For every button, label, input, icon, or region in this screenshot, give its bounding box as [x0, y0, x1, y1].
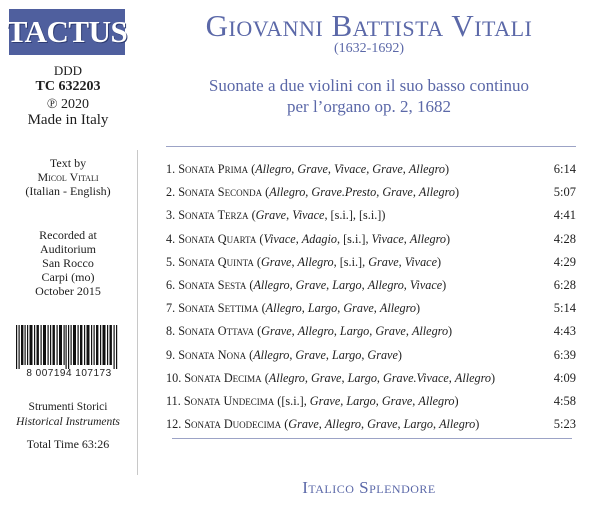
instruments-english: Historical Instruments [16, 416, 120, 428]
track-info [166, 413, 479, 436]
track-duration: 4:09 [553, 370, 576, 385]
track-title: Sonata Seconda [178, 185, 263, 200]
format-label: DDD [53, 63, 83, 78]
track-row [166, 320, 576, 343]
composer-name: Giovanni Battista Vitali [205, 8, 533, 43]
track-title: Sonata Duodecima [184, 417, 282, 432]
barcode-icon [12, 325, 122, 369]
track-movements: ([s.i.], Grave, Largo, Grave, Allegro) [277, 393, 459, 408]
track-row [166, 367, 576, 390]
work-title-line: per l’organo op. 2, 1682 [287, 97, 451, 116]
track-number: 3. [166, 208, 176, 223]
track-title: Sonata Terza [178, 208, 249, 223]
track-duration: 4:29 [553, 254, 576, 269]
track-movements: (Allegro, Grave, Largo, Allegro, Vivace) [249, 277, 447, 292]
recording-line: October 2015 [35, 284, 101, 298]
track-duration: 6:39 [553, 347, 576, 362]
made-in-label: Made in Italy [27, 112, 109, 128]
track-info [166, 344, 402, 367]
track-row [166, 297, 576, 320]
track-movements: (Allegro, Largo, Grave, Allegro) [261, 301, 421, 316]
track-duration: 4:41 [553, 208, 576, 223]
recording-line: Recorded at [39, 228, 97, 242]
track-info [166, 228, 450, 251]
track-number: 5. [166, 254, 176, 269]
barcode-number: 8 007194 107173 [26, 368, 112, 379]
recording-info [0, 228, 136, 298]
track-number: 4. [166, 231, 176, 246]
track-duration: 4:43 [553, 324, 576, 339]
track-title: Sonata Settima [178, 301, 259, 316]
track-title: Sonata Undecima [183, 393, 275, 408]
composer-dates: (1632-1692) [334, 41, 404, 56]
text-languages: (Italian - English) [25, 184, 111, 198]
total-time: Total Time 63:26 [26, 437, 110, 451]
track-info [166, 274, 446, 297]
tactus-logo: TACTUS [9, 9, 125, 55]
track-number: 12. [166, 417, 182, 432]
track-info [166, 181, 459, 204]
track-number: 7. [166, 301, 176, 316]
track-number: 11. [166, 393, 181, 408]
track-row [166, 413, 576, 436]
track-movements: (Allegro, Grave, Vivace, Grave, Allegro) [251, 162, 450, 176]
track-info [166, 297, 420, 320]
track-row [166, 181, 576, 204]
recording-line: Carpi (mo) [41, 270, 95, 284]
track-duration: 6:28 [553, 277, 576, 292]
track-number: 9. [166, 347, 176, 362]
track-title: Sonata Prima [178, 162, 249, 176]
track-title: Sonata Decima [184, 370, 262, 385]
track-row [166, 390, 576, 413]
track-info [166, 320, 452, 343]
recording-line: Auditorium [40, 242, 96, 256]
track-title: Sonata Nona [178, 347, 247, 362]
track-number: 8. [166, 324, 176, 339]
track-row [166, 204, 576, 227]
track-title: Sonata Quinta [178, 254, 254, 269]
track-row [166, 251, 576, 274]
top-divider [166, 146, 576, 147]
text-credits [0, 156, 136, 198]
track-movements: (Grave, Allegro, Grave, Largo, Allegro) [284, 417, 480, 432]
bottom-divider [172, 438, 572, 439]
track-row [166, 274, 576, 297]
recording-line: San Rocco [42, 256, 94, 270]
catalog-number: TC 632203 [35, 79, 101, 94]
track-info [166, 367, 495, 390]
track-duration: 4:28 [553, 231, 576, 246]
track-info [166, 390, 459, 413]
track-duration: 4:58 [553, 393, 576, 408]
track-row [166, 228, 576, 251]
track-movements: (Vivace, Adagio, [s.i.], Vivace, Allegro) [259, 231, 451, 246]
track-number: 10. [166, 370, 182, 385]
work-title [138, 75, 600, 117]
text-by-label: Text by [49, 156, 87, 170]
track-movements: (Grave, Allegro, [s.i.], Grave, Vivace) [256, 254, 442, 269]
track-title: Sonata Quarta [178, 231, 257, 246]
instruments-italian: Strumenti Storici [28, 401, 108, 413]
track-movements: (Grave, Allegro, Largo, Grave, Allegro) [257, 324, 453, 339]
track-number: 6. [166, 277, 176, 292]
column-divider [137, 150, 138, 475]
ensemble-name: Italico Splendore [302, 478, 436, 497]
track-title: Sonata Sesta [178, 277, 247, 292]
instruments-note [0, 400, 136, 430]
work-title-line: Suonate a due violini con il suo basso continuo [208, 76, 530, 95]
copyright-notice: ℗ 2020 [46, 97, 90, 112]
track-title: Sonata Ottava [178, 324, 255, 339]
track-duration: 5:14 [553, 301, 576, 316]
track-row [166, 158, 576, 181]
track-info [166, 204, 385, 227]
track-movements: (Grave, Vivace, [s.i.], [s.i.]) [251, 208, 386, 223]
track-number: 2. [166, 185, 176, 200]
track-duration: 6:14 [553, 162, 576, 176]
track-movements: (Allegro, Grave.Presto, Grave, Allegro) [265, 185, 460, 200]
track-info [166, 251, 441, 274]
track-duration: 5:07 [553, 185, 576, 200]
track-list [166, 158, 576, 436]
track-row [166, 344, 576, 367]
track-number: 1. [166, 162, 176, 176]
track-duration: 5:23 [553, 417, 576, 432]
track-movements: (Allegro, Grave, Largo, Grave.Vivace, Allegro) [264, 370, 496, 385]
track-movements: (Allegro, Grave, Largo, Grave) [249, 347, 402, 362]
track-info [166, 158, 449, 181]
text-author: Micol Vitali [37, 170, 99, 184]
